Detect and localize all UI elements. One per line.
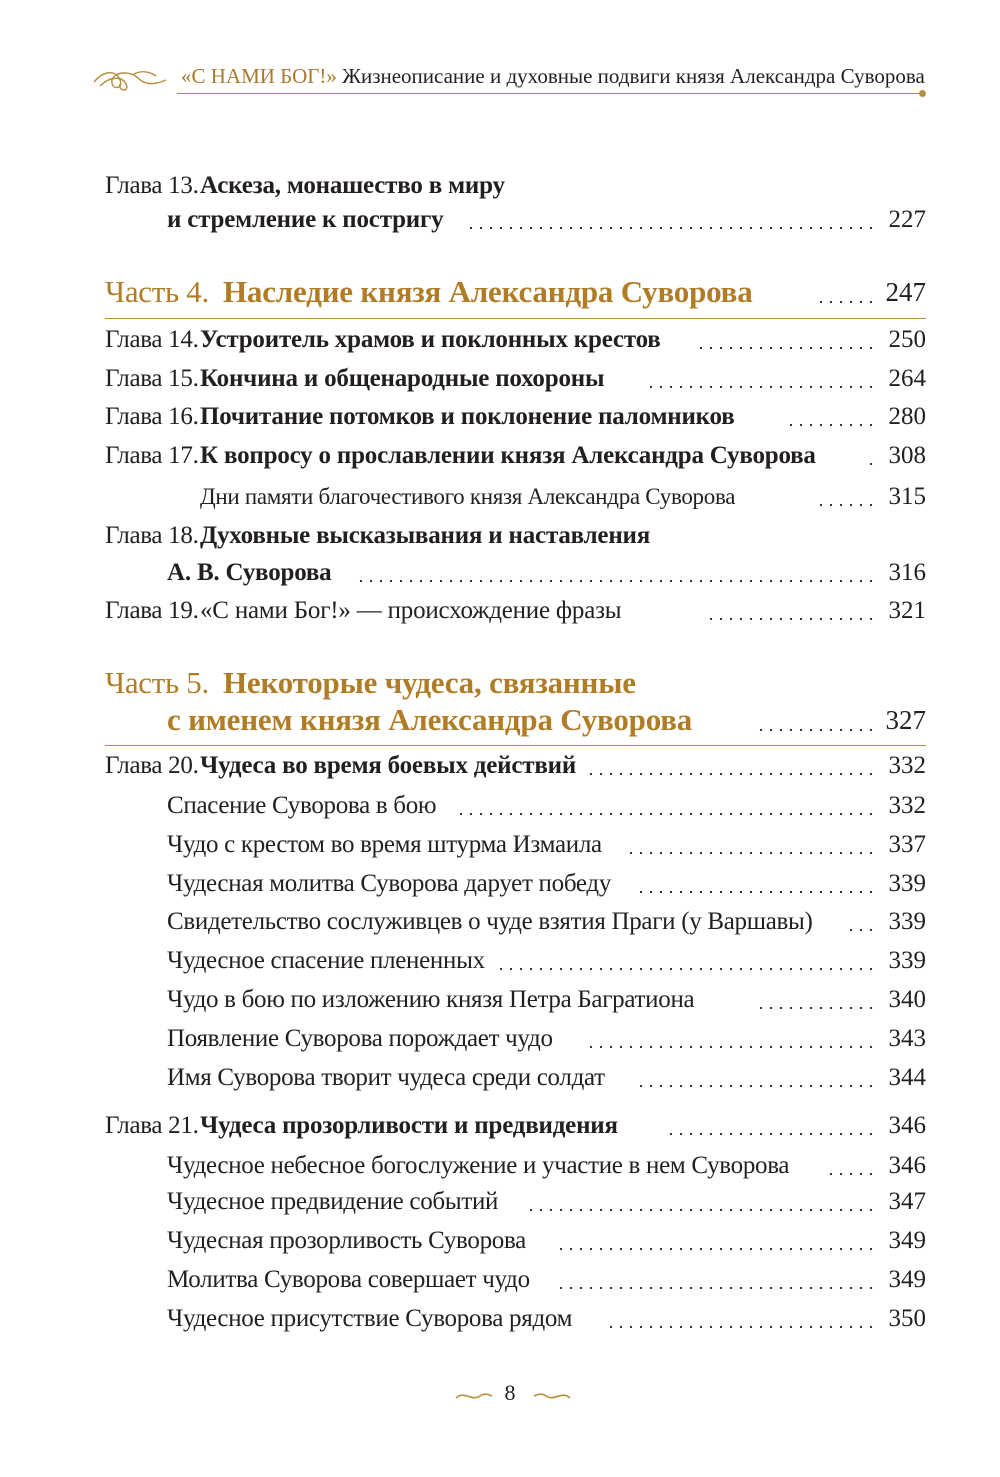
- dot-leader: [560, 1287, 876, 1289]
- part-divider: [105, 318, 926, 319]
- section-title: Появление Суворова порождает чудо: [167, 1025, 553, 1052]
- page-number: 349: [888, 1227, 926, 1254]
- toc-entry-part-5-cont[interactable]: [105, 700, 926, 740]
- chapter-label: Глава 15.: [105, 365, 199, 392]
- page-number: 264: [888, 365, 926, 392]
- dot-leader: [640, 1085, 876, 1087]
- chapter-label: Глава 20.: [105, 752, 199, 779]
- toc-section[interactable]: [105, 1060, 926, 1096]
- section-title: Чудо с крестом во время штурма Измаила: [167, 831, 602, 858]
- toc-section[interactable]: [105, 1021, 926, 1057]
- book-title-highlight: «С НАМИ БОГ!»: [181, 64, 337, 88]
- toc-entry-chapter-15[interactable]: [105, 361, 926, 397]
- dot-leader: [560, 1248, 876, 1250]
- page-number: 227: [888, 206, 926, 233]
- section-title: Чудесное присутствие Суворова рядом: [167, 1305, 573, 1332]
- toc-section[interactable]: [105, 943, 926, 979]
- page-number: 339: [888, 947, 926, 974]
- chapter-label: Глава 13.: [105, 172, 199, 199]
- chapter-title: Устроитель храмов и поклонных крестов: [200, 326, 661, 353]
- section-title: Свидетельство сослуживцев о чуде взятия Праги (у Варшавы): [167, 908, 813, 935]
- page-number: 347: [888, 1188, 926, 1215]
- running-header: [85, 56, 930, 96]
- toc-entry-chapter-14[interactable]: [105, 322, 926, 358]
- chapter-title: Чудеса прозорливости и предвидения: [200, 1112, 618, 1139]
- page-number: 315: [888, 483, 926, 510]
- part-title: Некоторые чудеса, связанные: [223, 665, 636, 700]
- toc-section[interactable]: [105, 827, 926, 863]
- toc-section[interactable]: [105, 1262, 926, 1298]
- chapter-title: К вопросу о прославлении князя Александра Суворова: [200, 442, 816, 469]
- section-title: Дни памяти благочестивого князя Александра Суворова: [200, 484, 736, 509]
- page-number: 337: [888, 831, 926, 858]
- part-title-cont: с именем князя Александра Суворова: [167, 702, 693, 737]
- section-title: Чудесная молитва Суворова дарует победу: [167, 870, 612, 897]
- section-title: Чудесное спасение плененных: [167, 947, 485, 974]
- toc-entry-chapter-17-section[interactable]: [105, 479, 926, 515]
- dot-leader: [820, 301, 876, 303]
- section-title: Молитва Суворова совершает чудо: [167, 1266, 530, 1293]
- page-number-footer: 8: [504, 1380, 516, 1405]
- page-number: 316: [888, 559, 926, 586]
- page-number: 321: [888, 597, 926, 624]
- page-number: 308: [888, 442, 926, 469]
- toc-entry-chapter-16[interactable]: [105, 399, 926, 435]
- toc-section[interactable]: [105, 1148, 926, 1184]
- page-number: 350: [888, 1305, 926, 1332]
- dot-leader: [525, 1209, 876, 1211]
- chapter-title: Чудеса во время боевых действий: [200, 752, 577, 779]
- toc-section[interactable]: [105, 1301, 926, 1337]
- toc-section[interactable]: [105, 866, 926, 902]
- dot-leader: [587, 773, 876, 775]
- toc-entry-chapter-13-cont[interactable]: [105, 202, 926, 238]
- dot-leader: [665, 1133, 876, 1135]
- chapter-title: Кончина и общенародные похороны: [200, 365, 605, 392]
- chapter-title: «С нами Бог!» — происхождение фразы: [200, 597, 622, 624]
- chapter-label: Глава 19.: [105, 597, 199, 624]
- chapter-label: Глава 21.: [105, 1112, 199, 1139]
- dot-leader: [790, 424, 876, 426]
- toc-entry-part-5[interactable]: [105, 663, 926, 703]
- dot-leader: [865, 463, 876, 465]
- page-number: 332: [888, 792, 926, 819]
- toc-section[interactable]: [105, 1184, 926, 1220]
- dot-leader: [355, 580, 876, 582]
- page-number: 339: [888, 908, 926, 935]
- section-title: Чудо в бою по изложению князя Петра Багратиона: [167, 986, 695, 1013]
- page-number: 346: [888, 1152, 926, 1179]
- toc-entry-part-4[interactable]: [105, 272, 926, 312]
- page-number: 327: [885, 705, 926, 735]
- book-title: [181, 64, 925, 89]
- section-title: Чудесное предвидение событий: [167, 1188, 499, 1215]
- dot-leader: [705, 618, 876, 620]
- toc-entry-chapter-21[interactable]: [105, 1108, 926, 1144]
- dot-leader: [695, 347, 876, 349]
- part-label: Часть 4.: [105, 274, 209, 309]
- toc-entry-chapter-13[interactable]: [105, 168, 926, 204]
- chapter-label: Глава 16.: [105, 403, 199, 430]
- page-number: 343: [888, 1025, 926, 1052]
- left-swash-icon: [454, 1386, 494, 1406]
- dot-leader: [830, 1173, 876, 1175]
- chapter-label: Глава 17.: [105, 442, 199, 469]
- chapter-label: Глава 14.: [105, 326, 199, 353]
- toc-entry-chapter-17[interactable]: [105, 438, 926, 474]
- chapter-title: Аскеза, монашество в миру: [200, 172, 505, 199]
- dot-leader: [585, 1046, 876, 1048]
- book-title-rest: Жизнеописание и духовные подвиги князя Александра Суворова: [336, 64, 925, 88]
- dot-leader: [460, 813, 876, 815]
- page-footer: [440, 1380, 580, 1410]
- chapter-label: Глава 18.: [105, 522, 199, 549]
- toc-entry-chapter-18-cont[interactable]: [105, 555, 926, 591]
- page-number: 280: [888, 403, 926, 430]
- header-rule: [177, 93, 921, 94]
- dot-leader: [500, 968, 876, 970]
- page-number: 332: [888, 752, 926, 779]
- toc-entry-chapter-18[interactable]: [105, 518, 926, 554]
- header-rule-dot: [919, 90, 926, 97]
- flourish-ornament-icon: [90, 66, 170, 94]
- toc-section[interactable]: [105, 1223, 926, 1259]
- dot-leader: [605, 1326, 876, 1328]
- page-number: 339: [888, 870, 926, 897]
- page-number: 247: [885, 277, 926, 307]
- dot-leader: [650, 386, 876, 388]
- page-number: 344: [888, 1064, 926, 1091]
- dot-leader: [470, 227, 876, 229]
- chapter-title: Почитание потомков и поклонение паломников: [200, 403, 735, 430]
- dot-leader: [640, 891, 876, 893]
- page-number: 346: [888, 1112, 926, 1139]
- section-title: Имя Суворова творит чудеса среди солдат: [167, 1064, 605, 1091]
- dot-leader: [843, 929, 876, 931]
- chapter-title: Духовные высказывания и наставления: [200, 522, 651, 549]
- toc-entry-chapter-19[interactable]: [105, 593, 926, 629]
- section-title: Спасение Суворова в бою: [167, 792, 437, 819]
- page-number: 349: [888, 1266, 926, 1293]
- part-label: Часть 5.: [105, 665, 209, 700]
- section-title: Чудесное небесное богослужение и участие в нем Суворова: [167, 1152, 790, 1179]
- part-divider: [105, 745, 926, 746]
- toc-entry-chapter-20[interactable]: [105, 748, 926, 784]
- toc-section[interactable]: [105, 982, 926, 1018]
- chapter-title-cont: и стремление к постригу: [167, 206, 444, 233]
- right-swash-icon: [532, 1386, 572, 1406]
- dot-leader: [755, 729, 876, 731]
- dot-leader: [625, 852, 876, 854]
- page-number: 340: [888, 986, 926, 1013]
- page-number: 250: [888, 326, 926, 353]
- section-title: Чудесная прозорливость Суворова: [167, 1227, 526, 1254]
- dot-leader: [760, 1007, 876, 1009]
- toc-section[interactable]: [105, 788, 926, 824]
- part-title: Наследие князя Александра Суворова: [223, 274, 753, 309]
- chapter-title-cont: А. В. Суворова: [167, 559, 332, 586]
- dot-leader: [815, 504, 876, 506]
- toc-section[interactable]: [105, 904, 926, 940]
